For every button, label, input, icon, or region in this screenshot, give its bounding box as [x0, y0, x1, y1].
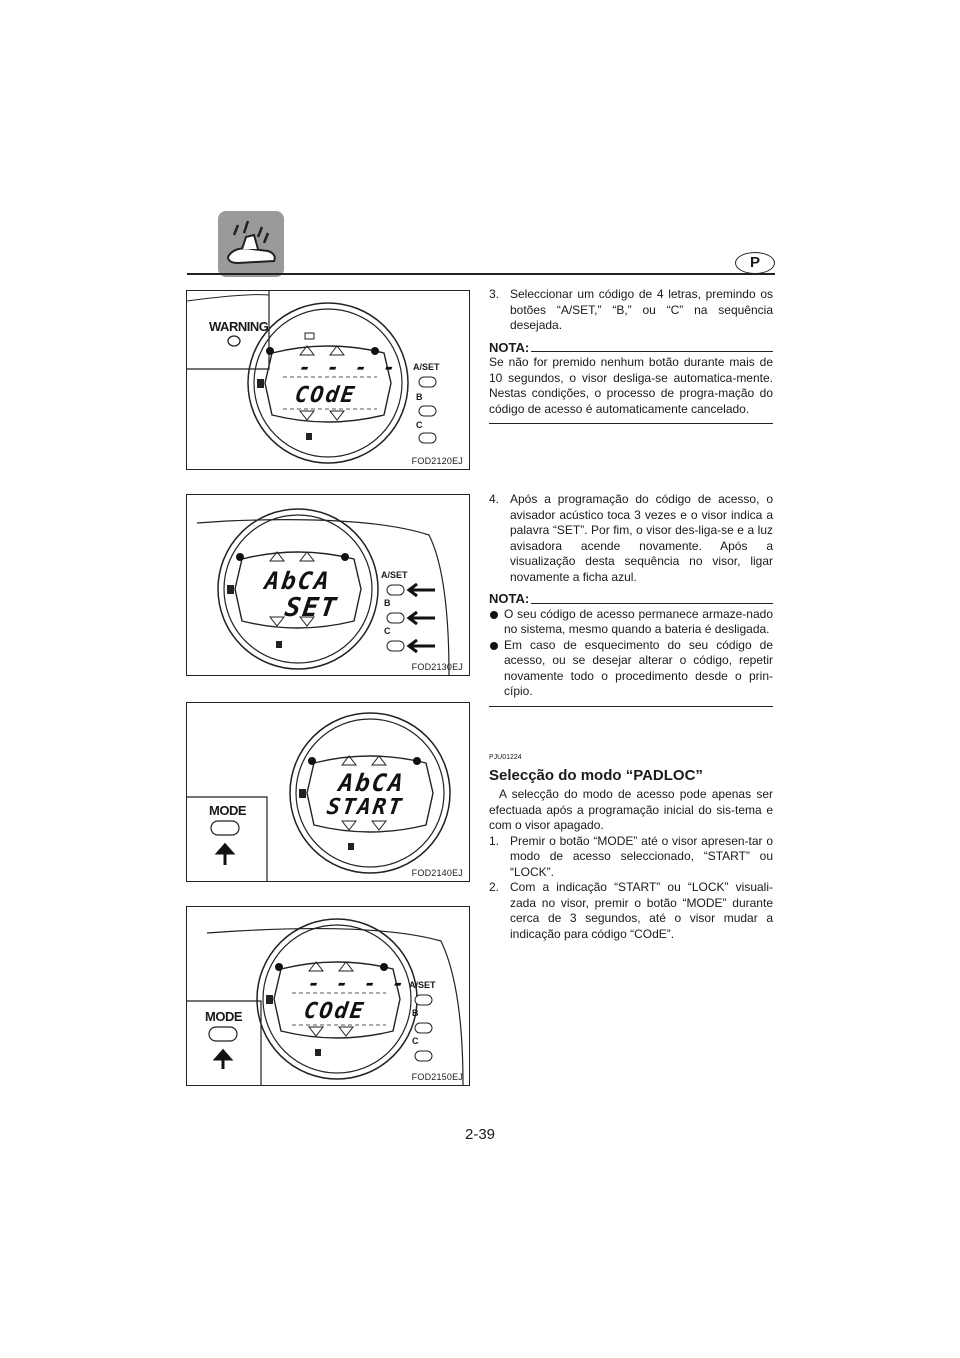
language-badge: P [735, 252, 775, 274]
step-1 [489, 834, 773, 881]
text-block-step4 [489, 492, 773, 707]
page-number: 2-39 [464, 1126, 496, 1143]
display-top-text: - - - - [297, 355, 399, 379]
note-bullet: O seu código de acesso permanece armaze-nado no sistema, mesmo quando a bateria é desligada. [489, 607, 773, 638]
text-block-step3 [489, 287, 773, 424]
step-number: 1. [489, 833, 500, 848]
step-number: 4. [489, 492, 500, 506]
note-end-rule [489, 706, 773, 707]
section-title: Selecção do modo “PADLOC” [489, 766, 703, 784]
figure-id: FOD2140EJ [411, 868, 463, 878]
b-button-label: B [416, 392, 423, 402]
step-text: Premir o botão “MODE” até o visor apresen-tar o modo de acesso seleccionado, “START” ou “LOCK”. [510, 833, 773, 879]
mode-label: MODE [205, 1009, 242, 1024]
figure-set-confirm [186, 494, 470, 676]
step-text: Seleccionar um código de 4 letras, premindo os botões “A/SET,” “B,” ou “C” na sequência desejada. [510, 287, 773, 332]
figure-id: FOD2120EJ [411, 456, 463, 466]
step-number: 3. [489, 287, 500, 301]
display-bottom-text: SET [282, 593, 341, 623]
figure-code-entry [186, 290, 470, 470]
b-button-label: B [412, 1008, 419, 1018]
header-rule [187, 273, 775, 275]
c-button-label: C [416, 420, 423, 430]
figure-id: FOD2150EJ [411, 1072, 463, 1082]
text-block-padloc [489, 750, 773, 942]
a-set-button-label: A/SET [381, 570, 408, 580]
step-text: Após a programação do código de acesso, o avisador acústico toca 3 vezes e o visor indica a palavra “SET”. Por fim, o visor des-liga-se e a luz avisadora acende novamente. Após a visualização desta sequência no visor, ligar novamente a ficha azul. [510, 492, 773, 584]
a-set-button-label: A/SET [413, 362, 440, 372]
warning-label: WARNING [209, 319, 269, 334]
section-code: PJU01224 [489, 754, 522, 761]
step-3 [489, 287, 773, 334]
note-bullet: Em caso de esquecimento do seu código de acesso, ou se desejar alterar o código, repetir novamente todo o procedimento desde o prin-cípio. [489, 638, 773, 700]
display-top-text: - - - - [306, 971, 408, 995]
step-number: 2. [489, 880, 500, 894]
jetski-icon [218, 211, 284, 277]
figure-id: FOD2130EJ [411, 662, 463, 672]
display-top-text: AbCA [263, 567, 333, 595]
step-text: Com a indicação “START” ou “LOCK” visuali-zada no visor, premir o botão “MODE” durante cerca de 3 segundos, até o visor mudar a indicação para código “COdE”. [510, 880, 773, 941]
display-top-text: AbCA [337, 769, 407, 797]
note-title: NOTA: [489, 339, 530, 355]
step-2 [489, 880, 773, 942]
section-intro: A selecção do modo de acesso pode apenas ser efectuada após a programação inicial do sis-tema e com o visor apagado. [489, 787, 773, 832]
a-set-button-label: A/SET [409, 980, 436, 990]
display-bottom-text: START [325, 795, 405, 820]
note-heading [489, 591, 773, 607]
mode-label: MODE [209, 803, 246, 818]
note-text: Se não for premido nenhum botão durante mais de 10 segundos, o visor desliga-se automatica-mente. Nestas condições, o processo de progra-mação do código de acesso é automaticamente cancelado. [489, 355, 773, 416]
c-button-label: C [384, 626, 391, 636]
note-title: NOTA: [489, 591, 530, 606]
figure-mode-start [186, 702, 470, 882]
display-bottom-text: COdE [302, 999, 367, 1024]
display-bottom-text: COdE [293, 383, 358, 408]
c-button-label: C [412, 1036, 419, 1046]
b-button-label: B [384, 598, 391, 608]
note-end-rule [489, 423, 773, 424]
note-heading [489, 340, 773, 356]
step-4 [489, 492, 773, 585]
figure-mode-code [186, 906, 470, 1086]
